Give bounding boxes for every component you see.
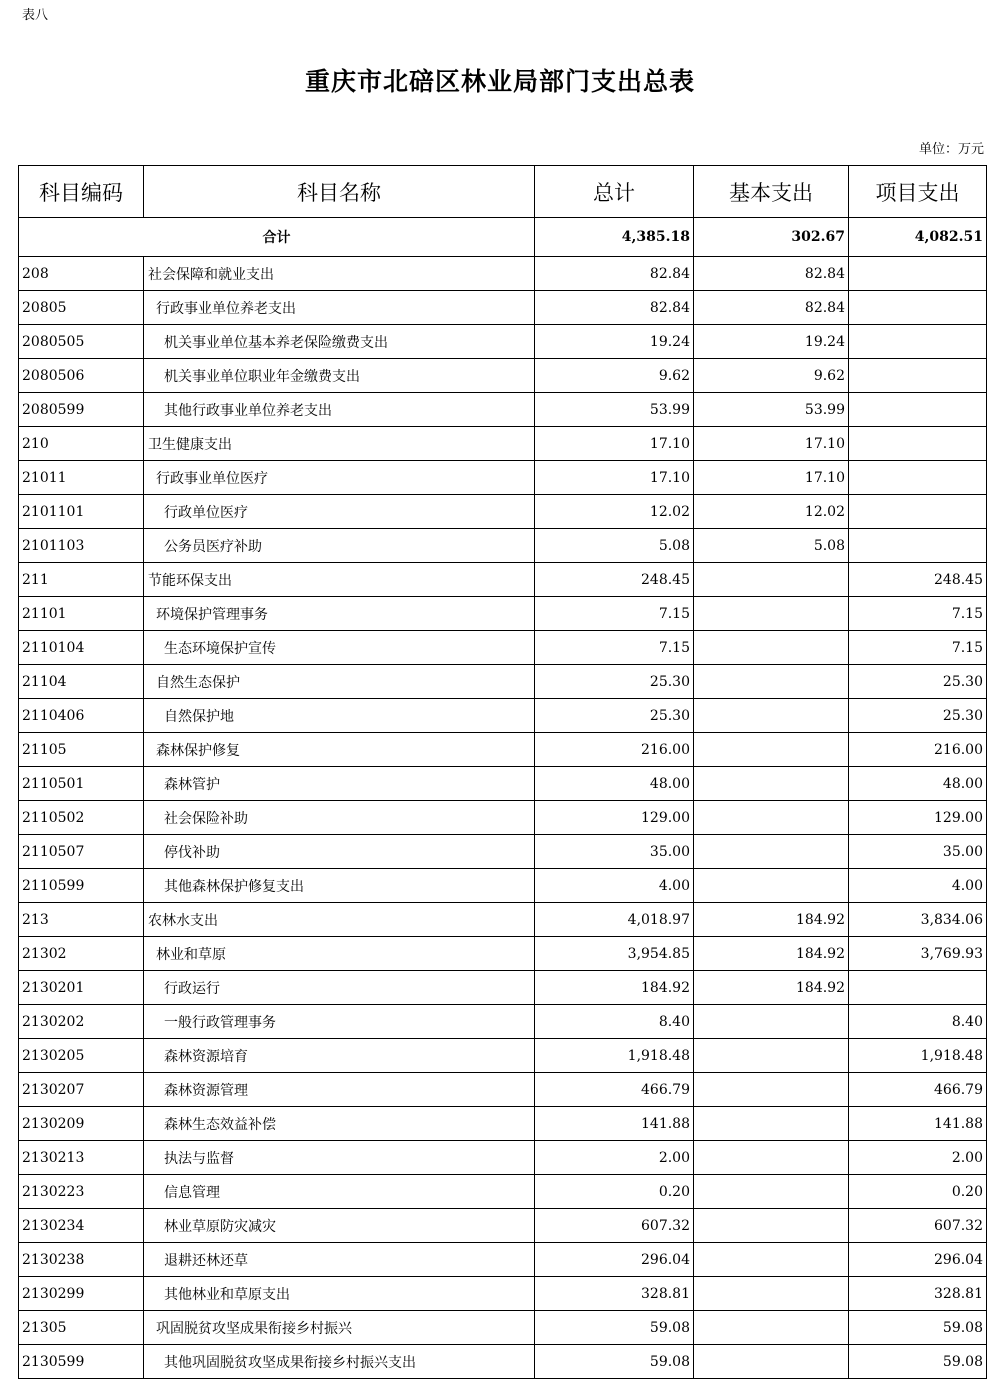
row-total: 82.84: [535, 257, 694, 291]
row-name: 行政单位医疗: [144, 495, 535, 529]
row-project: 59.08: [849, 1345, 987, 1379]
row-basic: [694, 767, 849, 801]
row-code: 2130299: [19, 1277, 144, 1311]
row-code: 2110502: [19, 801, 144, 835]
row-basic: [694, 1039, 849, 1073]
row-total: 5.08: [535, 529, 694, 563]
row-code: 21305: [19, 1311, 144, 1345]
table-row: [19, 1209, 987, 1243]
table-row: [19, 665, 987, 699]
row-basic: [694, 801, 849, 835]
row-total: 25.30: [535, 699, 694, 733]
row-total: 248.45: [535, 563, 694, 597]
row-basic: [694, 869, 849, 903]
table-row: [19, 733, 987, 767]
row-code: 2130234: [19, 1209, 144, 1243]
row-total: 141.88: [535, 1107, 694, 1141]
row-name: 其他行政事业单位养老支出: [144, 393, 535, 427]
row-code: 2130209: [19, 1107, 144, 1141]
row-total: 129.00: [535, 801, 694, 835]
table-row: [19, 597, 987, 631]
row-total: 53.99: [535, 393, 694, 427]
table-row: [19, 563, 987, 597]
row-total: 7.15: [535, 631, 694, 665]
row-total: 9.62: [535, 359, 694, 393]
row-basic: [694, 665, 849, 699]
row-project: 129.00: [849, 801, 987, 835]
row-total: 607.32: [535, 1209, 694, 1243]
table-row: [19, 767, 987, 801]
row-project: 8.40: [849, 1005, 987, 1039]
row-total: 1,918.48: [535, 1039, 694, 1073]
row-name: 社会保险补助: [144, 801, 535, 835]
row-name: 森林生态效益补偿: [144, 1107, 535, 1141]
table-row: [19, 1175, 987, 1209]
column-header-basic: 基本支出: [694, 166, 849, 218]
row-project: 4.00: [849, 869, 987, 903]
row-name: 巩固脱贫攻坚成果衔接乡村振兴: [144, 1311, 535, 1345]
row-code: 208: [19, 257, 144, 291]
row-basic: [694, 1107, 849, 1141]
row-total: 328.81: [535, 1277, 694, 1311]
row-project: 607.32: [849, 1209, 987, 1243]
row-project: 7.15: [849, 631, 987, 665]
row-name: 公务员医疗补助: [144, 529, 535, 563]
row-name: 生态环境保护宣传: [144, 631, 535, 665]
row-project: [849, 291, 987, 325]
row-name: 行政事业单位养老支出: [144, 291, 535, 325]
row-total: 296.04: [535, 1243, 694, 1277]
row-total: 4,018.97: [535, 903, 694, 937]
row-name: 其他森林保护修复支出: [144, 869, 535, 903]
row-project: [849, 325, 987, 359]
row-project: [849, 393, 987, 427]
unit-label: 单位：万元: [918, 142, 984, 157]
row-code: 2130238: [19, 1243, 144, 1277]
row-basic: 184.92: [694, 937, 849, 971]
table-row: [19, 1073, 987, 1107]
row-name: 退耕还林还草: [144, 1243, 535, 1277]
table-row: [19, 903, 987, 937]
table-header-row: [19, 166, 987, 218]
row-basic: [694, 1209, 849, 1243]
row-code: 21101: [19, 597, 144, 631]
row-total: 4.00: [535, 869, 694, 903]
table-row: [19, 393, 987, 427]
row-name: 执法与监督: [144, 1141, 535, 1175]
table-row: [19, 495, 987, 529]
row-basic: 5.08: [694, 529, 849, 563]
table-row: [19, 359, 987, 393]
row-code: 21104: [19, 665, 144, 699]
row-name: 农林水支出: [144, 903, 535, 937]
table-row: [19, 869, 987, 903]
column-header-project: 项目支出: [849, 166, 987, 218]
row-basic: [694, 699, 849, 733]
table-row: [19, 325, 987, 359]
row-project: [849, 427, 987, 461]
table-row: [19, 971, 987, 1005]
table-row: [19, 801, 987, 835]
row-code: 2110507: [19, 835, 144, 869]
row-name: 森林管护: [144, 767, 535, 801]
table-row: [19, 427, 987, 461]
table-row: [19, 461, 987, 495]
row-basic: [694, 563, 849, 597]
row-name: 自然生态保护: [144, 665, 535, 699]
row-project: [849, 461, 987, 495]
row-project: 141.88: [849, 1107, 987, 1141]
row-basic: 82.84: [694, 291, 849, 325]
row-name: 停伐补助: [144, 835, 535, 869]
row-basic: [694, 597, 849, 631]
row-basic: 53.99: [694, 393, 849, 427]
row-basic: 17.10: [694, 427, 849, 461]
row-project: 328.81: [849, 1277, 987, 1311]
row-project: 0.20: [849, 1175, 987, 1209]
row-name: 机关事业单位职业年金缴费支出: [144, 359, 535, 393]
row-code: 2130201: [19, 971, 144, 1005]
row-project: 7.15: [849, 597, 987, 631]
column-header-name: 科目名称: [144, 166, 535, 218]
row-basic: 19.24: [694, 325, 849, 359]
row-total: 82.84: [535, 291, 694, 325]
row-code: 2110501: [19, 767, 144, 801]
row-basic: [694, 1175, 849, 1209]
row-name: 其他林业和草原支出: [144, 1277, 535, 1311]
row-total: 466.79: [535, 1073, 694, 1107]
row-name: 其他巩固脱贫攻坚成果衔接乡村振兴支出: [144, 1345, 535, 1379]
row-basic: 12.02: [694, 495, 849, 529]
row-total: 59.08: [535, 1311, 694, 1345]
row-basic: 184.92: [694, 971, 849, 1005]
row-basic: 184.92: [694, 903, 849, 937]
row-name: 社会保障和就业支出: [144, 257, 535, 291]
total-row: [19, 218, 987, 257]
row-code: 211: [19, 563, 144, 597]
row-name: 节能环保支出: [144, 563, 535, 597]
row-code: 2110104: [19, 631, 144, 665]
row-total: 8.40: [535, 1005, 694, 1039]
row-total: 19.24: [535, 325, 694, 359]
row-name: 森林资源培育: [144, 1039, 535, 1073]
row-basic: [694, 835, 849, 869]
row-project: [849, 495, 987, 529]
row-project: [849, 257, 987, 291]
row-project: 248.45: [849, 563, 987, 597]
row-basic: [694, 1311, 849, 1345]
table-row: [19, 699, 987, 733]
row-name: 环境保护管理事务: [144, 597, 535, 631]
row-code: 2130202: [19, 1005, 144, 1039]
row-total: 48.00: [535, 767, 694, 801]
row-total: 0.20: [535, 1175, 694, 1209]
row-code: 2130599: [19, 1345, 144, 1379]
row-code: 2130213: [19, 1141, 144, 1175]
row-total: 3,954.85: [535, 937, 694, 971]
table-row: [19, 1107, 987, 1141]
row-basic: 82.84: [694, 257, 849, 291]
row-code: 21011: [19, 461, 144, 495]
row-name: 机关事业单位基本养老保险缴费支出: [144, 325, 535, 359]
row-total: 25.30: [535, 665, 694, 699]
table-row: [19, 631, 987, 665]
total-project: 4,082.51: [849, 218, 987, 257]
row-code: 210: [19, 427, 144, 461]
row-name: 行政运行: [144, 971, 535, 1005]
row-name: 卫生健康支出: [144, 427, 535, 461]
row-project: 59.08: [849, 1311, 987, 1345]
row-basic: [694, 1141, 849, 1175]
row-project: 48.00: [849, 767, 987, 801]
table-row: [19, 1039, 987, 1073]
row-total: 17.10: [535, 461, 694, 495]
row-project: 296.04: [849, 1243, 987, 1277]
row-total: 7.15: [535, 597, 694, 631]
row-basic: [694, 1243, 849, 1277]
row-project: 2.00: [849, 1141, 987, 1175]
table-row: [19, 1311, 987, 1345]
row-basic: [694, 1277, 849, 1311]
row-code: 2130223: [19, 1175, 144, 1209]
row-basic: [694, 1005, 849, 1039]
table-row: [19, 529, 987, 563]
row-code: 2101103: [19, 529, 144, 563]
row-project: 3,769.93: [849, 937, 987, 971]
row-code: 2080599: [19, 393, 144, 427]
table-row: [19, 1141, 987, 1175]
row-project: [849, 971, 987, 1005]
row-name: 林业和草原: [144, 937, 535, 971]
row-name: 林业草原防灾减灾: [144, 1209, 535, 1243]
row-project: [849, 529, 987, 563]
row-name: 森林保护修复: [144, 733, 535, 767]
row-code: 21302: [19, 937, 144, 971]
row-total: 2.00: [535, 1141, 694, 1175]
row-total: 35.00: [535, 835, 694, 869]
row-project: 35.00: [849, 835, 987, 869]
table-row: [19, 291, 987, 325]
total-basic: 302.67: [694, 218, 849, 257]
row-basic: 9.62: [694, 359, 849, 393]
row-total: 216.00: [535, 733, 694, 767]
row-name: 信息管理: [144, 1175, 535, 1209]
row-basic: [694, 733, 849, 767]
row-name: 行政事业单位医疗: [144, 461, 535, 495]
row-code: 2130207: [19, 1073, 144, 1107]
total-value: 4,385.18: [535, 218, 694, 257]
row-total: 184.92: [535, 971, 694, 1005]
row-project: 466.79: [849, 1073, 987, 1107]
row-total: 17.10: [535, 427, 694, 461]
row-code: 2110599: [19, 869, 144, 903]
row-code: 2080506: [19, 359, 144, 393]
table-row: [19, 1345, 987, 1379]
row-code: 21105: [19, 733, 144, 767]
row-project: 3,834.06: [849, 903, 987, 937]
row-project: 1,918.48: [849, 1039, 987, 1073]
row-basic: [694, 1345, 849, 1379]
row-code: 20805: [19, 291, 144, 325]
expenditure-table: [18, 165, 987, 1379]
row-basic: [694, 1073, 849, 1107]
table-row: [19, 835, 987, 869]
table-row: [19, 1243, 987, 1277]
row-project: [849, 359, 987, 393]
sheet-tag: 表八: [22, 8, 49, 23]
row-project: 25.30: [849, 699, 987, 733]
table-row: [19, 937, 987, 971]
row-total: 59.08: [535, 1345, 694, 1379]
row-total: 12.02: [535, 495, 694, 529]
row-basic: 17.10: [694, 461, 849, 495]
page-title: 重庆市北碚区林业局部门支出总表: [304, 67, 695, 96]
row-code: 2080505: [19, 325, 144, 359]
row-project: 25.30: [849, 665, 987, 699]
row-name: 一般行政管理事务: [144, 1005, 535, 1039]
table-row: [19, 1277, 987, 1311]
row-code: 2110406: [19, 699, 144, 733]
row-basic: [694, 631, 849, 665]
row-project: 216.00: [849, 733, 987, 767]
total-label: 合计: [19, 218, 535, 257]
row-code: 2101101: [19, 495, 144, 529]
column-header-total: 总计: [535, 166, 694, 218]
table-row: [19, 1005, 987, 1039]
row-code: 2130205: [19, 1039, 144, 1073]
row-name: 自然保护地: [144, 699, 535, 733]
column-header-code: 科目编码: [19, 166, 144, 218]
table-row: [19, 257, 987, 291]
row-code: 213: [19, 903, 144, 937]
row-name: 森林资源管理: [144, 1073, 535, 1107]
